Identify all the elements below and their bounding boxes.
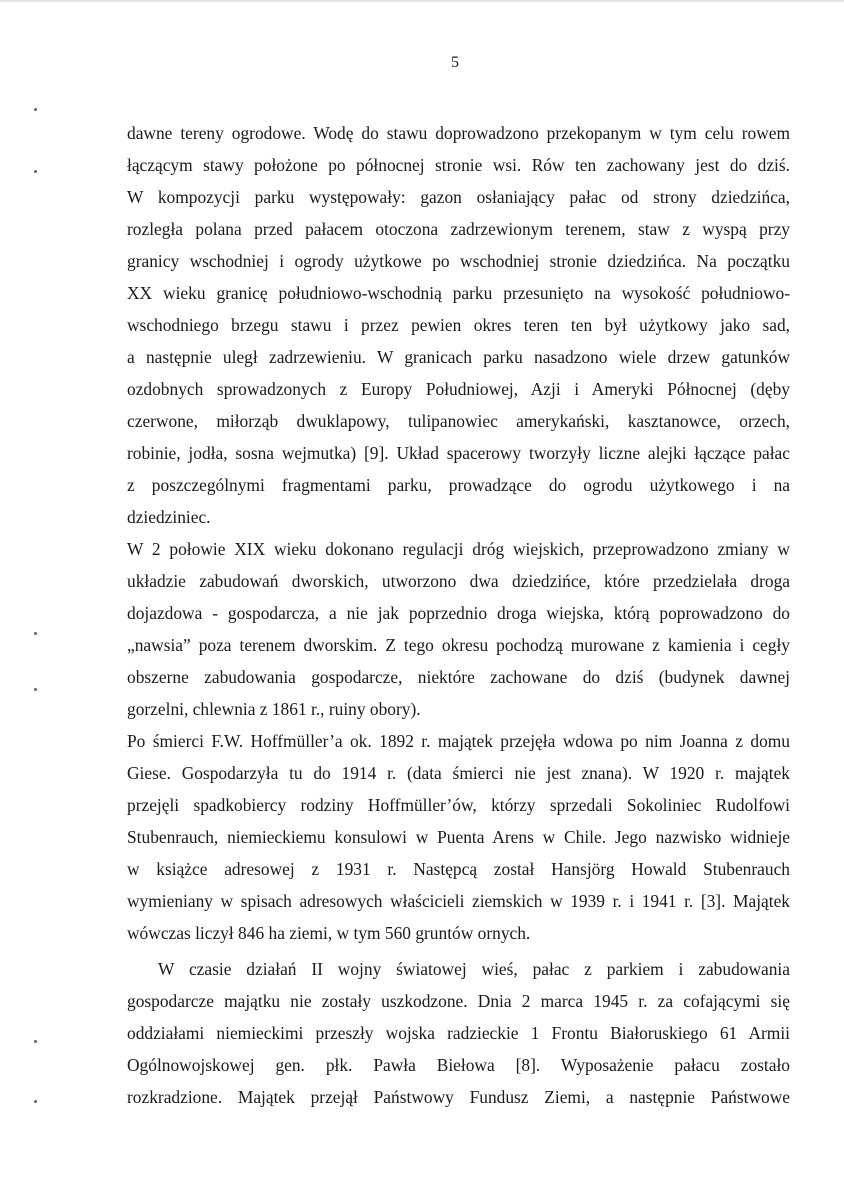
- page-number: 5: [451, 54, 459, 71]
- scan-speck: [34, 688, 37, 691]
- text-line: W kompozycji parku występowały: gazon osłaniający pałac od strony dziedzińca,: [127, 187, 790, 207]
- text-line: gospodarcze majątku nie zostały uszkodzone. Dnia 2 marca 1945 r. za cofającymi się: [127, 991, 790, 1011]
- text-line: dojazdowa - gospodarcza, a nie jak poprzednio droga wiejska, którą poprowadzono do: [127, 603, 790, 623]
- scan-speck: [34, 108, 37, 111]
- text-line: rozkradzione. Majątek przejął Państwowy Fundusz Ziemi, a następnie Państwowe: [127, 1087, 790, 1107]
- scan-speck: [34, 1100, 37, 1103]
- text-line: czerwone, miłorząb dwuklapowy, tulipanowiec amerykański, kasztanowce, orzech,: [127, 411, 790, 431]
- text-line: dawne tereny ogrodowe. Wodę do stawu doprowadzono przekopanym w tym celu rowem: [127, 123, 790, 143]
- text-line: Giese. Gospodarzyła tu do 1914 r. (data śmierci nie jest znana). W 1920 r. majątek: [127, 763, 790, 783]
- text-line: a następnie uległ zadrzewieniu. W granicach parku nasadzono wiele drzew gatunków: [127, 347, 790, 367]
- scan-speck: [34, 1040, 37, 1043]
- text-line: ozdobnych sprowadzonych z Europy Południowej, Azji i Ameryki Północnej (dęby: [127, 379, 790, 399]
- scan-speck: [34, 170, 37, 173]
- scan-edge: [0, 0, 844, 3]
- text-line: wymieniany w spisach adresowych właścicieli ziemskich w 1939 r. i 1941 r. [3]. Majątek: [127, 891, 790, 911]
- text-line: W 2 połowie XIX wieku dokonano regulacji dróg wiejskich, przeprowadzono zmiany w: [127, 539, 790, 559]
- text-line: z poszczególnymi fragmentami parku, prowadzące do ogrodu użytkowego i na: [127, 475, 790, 495]
- text-line: W czasie działań II wojny światowej wieś, pałac z parkiem i zabudowania: [158, 959, 790, 979]
- text-line: wschodniego brzegu stawu i przez pewien okres teren ten był użytkowy jako sad,: [127, 315, 790, 335]
- text-line: „nawsia” poza terenem dworskim. Z tego okresu pochodzą murowane z kamienia i cegły: [127, 635, 790, 655]
- text-line: Po śmierci F.W. Hoffmüller’a ok. 1892 r. majątek przejęła wdowa po nim Joanna z domu: [127, 731, 790, 751]
- text-line: łączącym stawy położone po północnej stronie wsi. Rów ten zachowany jest do dziś.: [127, 155, 790, 175]
- scan-speck: [34, 632, 37, 635]
- text-line: granicy wschodniej i ogrody użytkowe po wschodniej stronie dziedzińca. Na początku: [127, 251, 790, 271]
- text-line: oddziałami niemieckimi przeszły wojska radzieckie 1 Frontu Białoruskiego 61 Armii: [127, 1023, 790, 1043]
- text-line: Ogólnowojskowej gen. płk. Pawła Biełowa [8]. Wyposażenie pałacu zostało: [127, 1055, 790, 1075]
- text-line: przejęli spadkobiercy rodziny Hoffmüller’ów, którzy sprzedali Sokoliniec Rudolfowi: [127, 795, 790, 815]
- text-line: robinie, jodła, sosna wejmutka) [9]. Układ spacerowy tworzyły liczne alejki łączące pałac: [127, 443, 790, 463]
- text-line: wówczas liczył 846 ha ziemi, w tym 560 gruntów ornych.: [127, 923, 531, 943]
- text-line: gorzelni, chlewnia z 1861 r., ruiny obory).: [127, 699, 421, 719]
- text-line: XX wieku granicę południowo-wschodnią parku przesunięto na wysokość południowo-: [127, 283, 790, 303]
- text-line: dziedziniec.: [127, 507, 211, 527]
- text-line: w książce adresowej z 1931 r. Następcą został Hansjörg Howald Stubenrauch: [127, 859, 790, 879]
- text-line: obszerne zabudowania gospodarcze, niektóre zachowane do dziś (budynek dawnej: [127, 667, 790, 687]
- text-line: układzie zabudowań dworskich, utworzono dwa dziedzińce, które przedzielała droga: [127, 571, 790, 591]
- text-line: rozległa polana przed pałacem otoczona zadrzewionym terenem, staw z wyspą przy: [127, 219, 790, 239]
- text-line: Stubenrauch, niemieckiemu konsulowi w Puenta Arens w Chile. Jego nazwisko widnieje: [127, 827, 790, 847]
